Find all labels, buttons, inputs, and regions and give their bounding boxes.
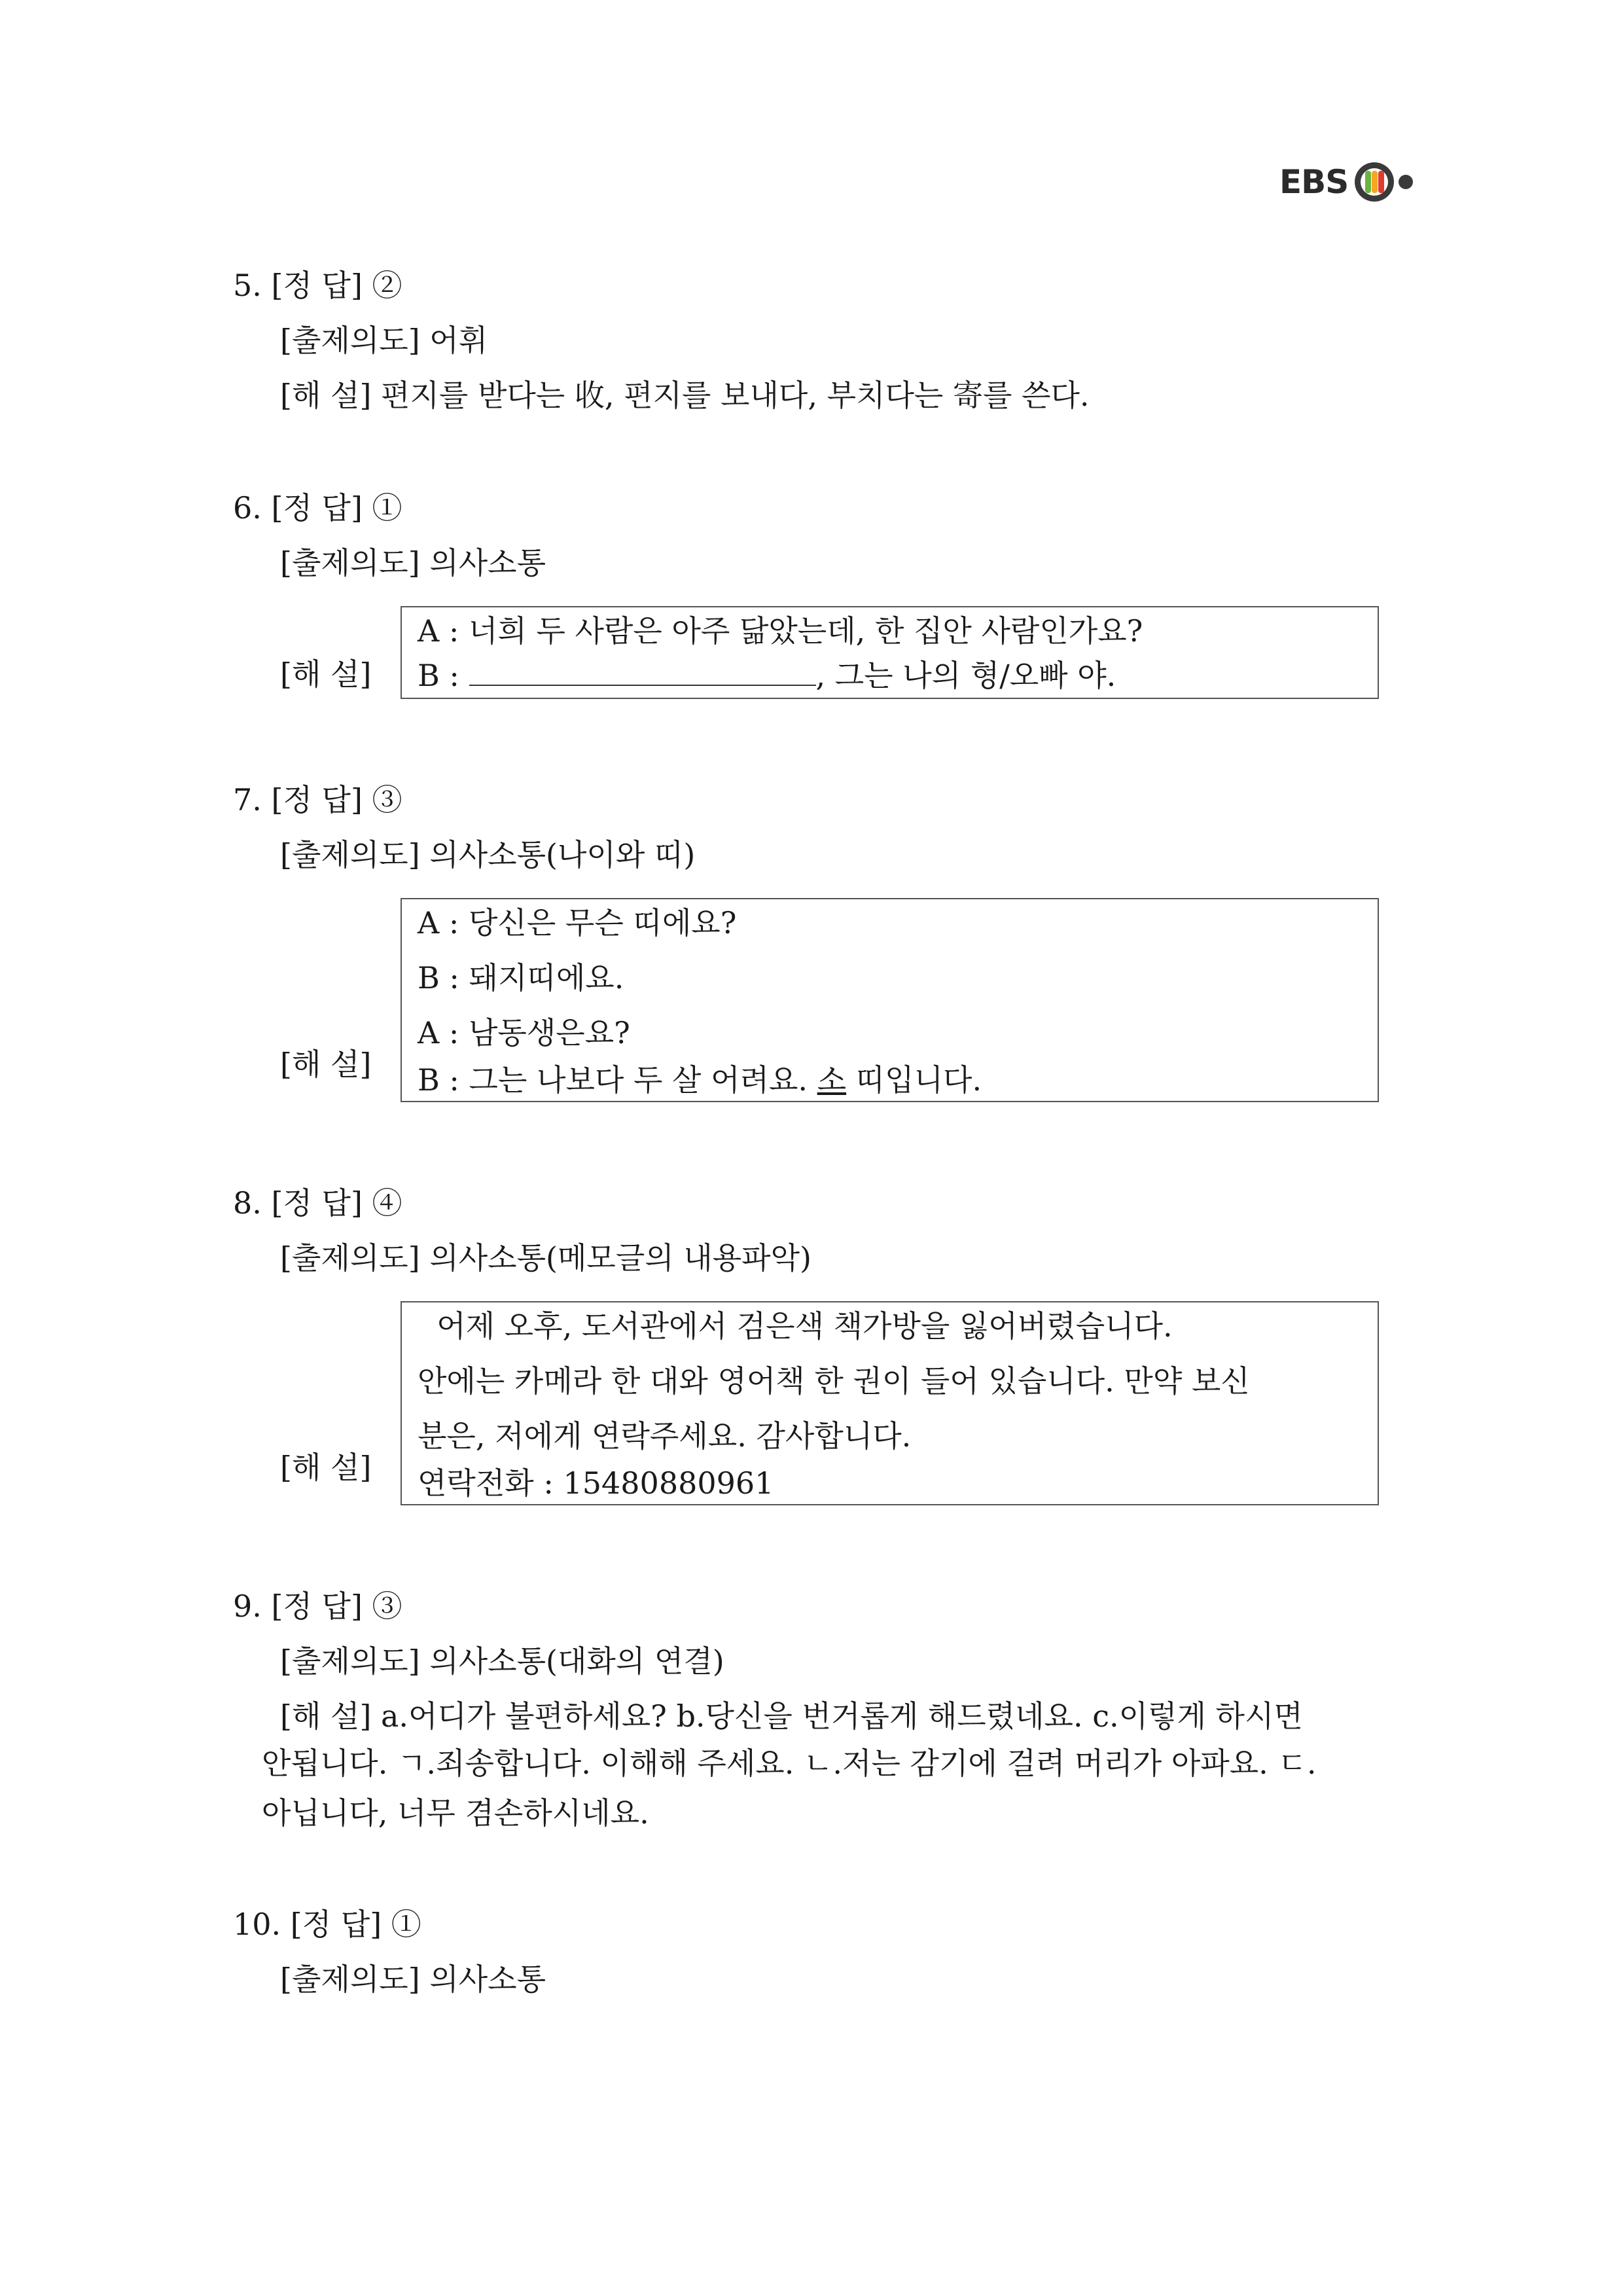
ebs-logo-icon [1352,159,1415,205]
q7-line-2: B : 돼지띠에요. [418,960,624,996]
q8-answer: 8. [정 답] ④ [233,1185,402,1221]
q6-line-b [418,656,1116,695]
q8-memo-line-3: 분은, 저에게 연락주세요. 감사합니다. [418,1418,912,1454]
q9-intent: [출제의도] 의사소통(대화의 연결) [280,1643,724,1679]
q8-memo-line-4: 연락전화 : 15480880961 [418,1465,774,1501]
q7-line-3: A : 남동생은요? [418,1015,630,1050]
q7-line-4-pre: B : 그는 나보다 두 살 어려요. [418,1062,817,1098]
q9-explanation-line-1: [해 설] a.어디가 불편하세요? b.당신을 번거롭게 해드렸네요. c.이렇게 하시면 [280,1698,1303,1734]
q6-line-b-prefix: B : [418,658,469,693]
q5-explanation: [해 설] 편지를 받다는 收, 편지를 보내다, 부치다는 寄를 쓴다. [280,378,1090,413]
q6-explanation-label: [해 설] [280,656,372,692]
q7-intent: [출제의도] 의사소통(나이와 띠) [280,837,696,872]
q8-memo-box [401,1301,1379,1505]
q6-line-b-suffix: , 그는 나의 형/오빠 야. [815,658,1116,693]
q7-line-4-post: 띠입니다. [846,1062,982,1098]
q9-answer: 9. [정 답] ③ [233,1588,402,1624]
q7-line-4 [418,1060,982,1100]
q9-explanation-line-2: 안됩니다. ㄱ.죄송합니다. 이해해 주세요. ㄴ.저는 감기에 걸려 머리가 아파요. ㄷ. [262,1746,1317,1781]
q7-underlined-answer: 소 [817,1062,847,1098]
q5-intent: [출제의도] 어휘 [280,323,488,358]
q8-memo-line-2: 안에는 카메라 한 대와 영어책 한 권이 들어 있습니다. 만약 보신 [418,1363,1250,1399]
q5-answer: 5. [정 답] ② [233,268,402,303]
q6-line-a: A : 너희 두 사람은 아주 닮았는데, 한 집안 사람인가요? [418,613,1143,649]
q7-answer: 7. [정 답] ③ [233,782,402,817]
q10-answer: 10. [정 답] ① [233,1907,421,1942]
q8-explanation-label: [해 설] [280,1450,372,1485]
q7-line-1: A : 당신은 무슨 띠에요? [418,905,737,941]
q6-answer-blank [469,658,816,686]
q8-intent: [출제의도] 의사소통(메모글의 내용파악) [280,1240,812,1276]
ebs-logo [1279,156,1415,208]
q6-answer: 6. [정 답] ① [233,490,402,526]
q7-dialogue-box [401,898,1379,1102]
q9-explanation-line-3: 아닙니다, 너무 겸손하시네요. [262,1795,649,1831]
q8-memo-line-1: 어제 오후, 도서관에서 검은색 책가방을 잃어버렸습니다. [418,1308,1173,1344]
q6-dialogue-box [401,606,1379,699]
q6-intent: [출제의도] 의사소통 [280,545,546,581]
logo-text: EBS [1279,163,1349,201]
q7-explanation-label: [해 설] [280,1047,372,1082]
q10-intent: [출제의도] 의사소통 [280,1962,546,1997]
